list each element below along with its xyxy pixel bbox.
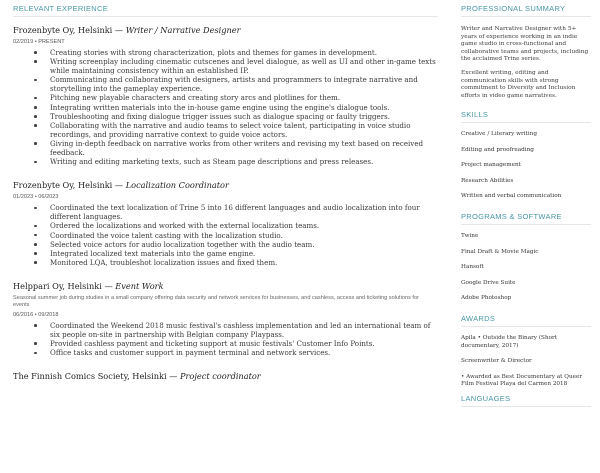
job-dates: 06/2016 • 09/2018 [13,311,59,318]
experience-heading: RELEVANT EXPERIENCE [13,0,438,17]
award-item: • Awarded as Best Documentary at Queer Film Festival Playa del Carmen 2018 [461,373,583,388]
job-bullet: Pitching new playable characters and creating story arcs and plotlines for them. [50,93,438,102]
summary-paragraph: Excellent writing, editing and communication skills with strong commitment to Diversity and Inclusion efforts in video game narratives. [461,69,576,99]
job-company: Helppari Oy, Helsinki [13,280,102,291]
job-entry [13,371,438,382]
award-item: Screenwriter & Director [461,358,532,365]
job-bullet: Integrated localized text materials into the game engine. [50,249,438,258]
job-dates: 02/2019 • PRESENT [13,39,65,45]
job-bullet: Communicating and collaborating with designers, artists and programmers to integrate narrative and storytelling into the gameplay experience. [50,75,438,93]
job-bullet: Coordinated the Weekend 2018 music festival's cashless implementation and led an international team of six people on-site in partnership with Belgian company Playpass. [50,321,438,339]
skill-item: Research Abilities [461,177,514,184]
summary-text [461,26,591,100]
award-item: Apila • Outside the Binary (Short documentary, 2017) [461,335,558,349]
job-bullet: Collaborating with the narrative and audio teams to select voice talent, participating in voice studio recordings, and providing narrative context to guide voice actors. [50,121,438,139]
job-bullets [13,203,438,267]
job-role: Localization Coordinator [125,180,229,191]
job-bullet: Ordered the localizations and worked with the external localization teams. [50,221,438,230]
skill-item: Written and verbal communication [461,192,562,199]
job-bullet: Writing and editing marketing texts, such as Steam page descriptions and press releases. [50,157,438,166]
languages-heading: LANGUAGES [461,390,591,407]
job-title [13,180,438,191]
job-company: The Finnish Comics Society, Helsinki [13,371,167,382]
job-title [13,281,438,292]
job-description: Seasonal summer job during studies in a small company offering data security and network services for businesses, and cashless, access and ticketing solutions for events [13,294,419,308]
job-bullet: Monitored LQA, troubleshot localization issues and fixed them. [50,258,438,267]
job-bullets [13,48,438,166]
job-entry [13,281,438,357]
job-separator: — [166,371,180,382]
skills-list [461,131,591,200]
job-role: Writer / Narrative Designer [125,25,241,35]
software-item: Twine [461,233,479,240]
job-bullet: Integrating written materials into the in-house game engine using the engine's dialogue tools. [50,103,438,112]
job-role: Project coordinator [180,371,261,382]
experience-list [13,25,438,382]
job-separator: — [101,280,116,291]
job-separator: — [112,25,126,35]
summary-heading: PROFESSIONAL SUMMARY [461,0,591,17]
skill-item: Project management [461,162,521,169]
skill-item: Editing and proofreading [461,146,534,153]
software-list [461,233,591,302]
job-bullet: Coordinated the text localization of Trine 5 into 16 different languages and audio localization into four different languages. [50,203,438,221]
software-item: Adobe Photoshop [461,295,512,301]
job-separator: — [112,180,126,191]
job-entry [13,25,438,166]
software-item: Google Drive Suite [461,279,516,286]
job-bullet: Creating stories with strong characterization, plots and themes for games in development. [50,48,438,57]
software-heading: PROGRAMS & SOFTWARE [461,208,591,225]
job-bullet: Troubleshooting and fixing dialogue trigger issues such as dialogue spacing or faulty triggers. [50,112,438,121]
main-column [13,0,438,382]
awards-list [461,335,591,388]
job-title [13,371,438,382]
software-item: Hansoft [461,264,484,271]
job-bullet: Writing screenplay including cinematic cutscenes and level dialogue, as well as UI and other in-game texts while maintaining consistency within an established IP. [50,57,438,75]
job-bullet: Provided cashless payment and ticketing support at music festivals' Customer Info Points. [50,339,438,348]
job-bullet: Giving in-depth feedback on narrative works from other writers and revising my text based on received feedback. [50,139,438,157]
job-title [13,25,438,36]
job-company: Frozenbyte Oy, Helsinki [13,180,113,191]
skills-heading: SKILLS [461,106,591,123]
job-bullet: Office tasks and customer support in payment terminal and network services. [50,348,438,357]
job-dates: 01/2023 • 06/2023 [13,194,59,201]
awards-heading: AWARDS [461,310,591,327]
skill-item: Creative / Literary writing [461,131,537,138]
job-bullets [13,321,438,357]
job-bullet: Coordinated the voice talent casting with the localization studio. [50,231,438,240]
job-role: Event Work [115,280,164,291]
summary-paragraph: Writer and Narrative Designer with 5+ years of experience working in an indie game studio in cross-functional and collaborative teams and projects, including the acclaimed Trine series. [461,26,589,63]
job-entry [13,180,438,267]
job-company: Frozenbyte Oy, Helsinki [13,25,113,35]
job-bullet: Selected voice actors for audio localization together with the audio team. [50,240,438,249]
software-item: Final Draft & Movie Magic [461,248,539,255]
sidebar [461,0,591,407]
